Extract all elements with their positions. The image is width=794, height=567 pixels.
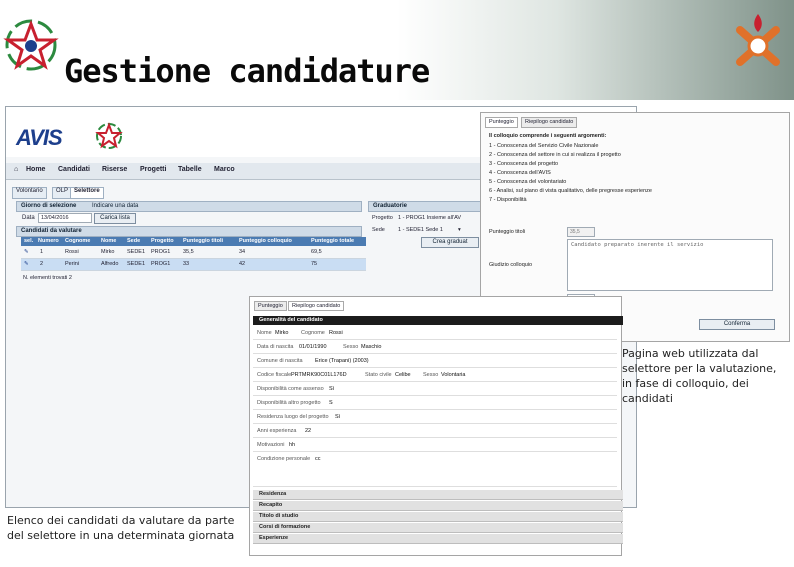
section-corsi-di-formazione[interactable]: Corsi di formazione [253,523,623,533]
field-row [253,396,617,410]
field-label: Condizione personale [257,456,311,462]
table-row[interactable] [21,247,366,259]
field-row [253,438,617,452]
col-punteggio-totale[interactable]: Punteggio totale [311,238,355,244]
list-item: 6 - Analisi, sul piano di vista qualitativo, delle pregresse esperienze [489,188,652,194]
edit-icon[interactable]: ✎ [24,249,29,255]
data-label: Data [22,215,35,221]
avis-logo: AVIS [16,125,62,150]
tab-punteggio[interactable]: Punteggio [485,117,518,128]
cell-punteggio-totale: 75 [311,261,318,267]
col-punteggio-titoli[interactable]: Punteggio titoli [183,238,224,244]
giudizio-value: Candidato preparato inerente il servizio [571,242,704,248]
field-label: Sesso [423,372,439,378]
field-value: 01/01/1990 [299,344,327,350]
generalita-header: Generalità del candidato [253,316,623,325]
emblem-logo [734,10,782,68]
progetto-select[interactable]: 1 - PROG1 Insieme all'AV [398,215,461,221]
tab-punteggio[interactable]: Punteggio [254,301,287,311]
caption-left: Elenco dei candidati da valutare da parte del selettore in una determinata giornata [7,514,235,542]
field-row [253,424,617,438]
field-row [253,340,617,354]
tab-olp[interactable]: OLP [52,187,72,199]
tab-riepilogo-candidato[interactable]: Riepilogo candidato [521,117,577,128]
field-value: Mirko [275,330,289,336]
field-label: Comune di nascita [257,358,303,364]
cell-nome: Mirko [101,249,115,255]
crea-graduatoria-button[interactable]: Crea graduat [421,237,479,248]
col-nome[interactable]: Nome [101,238,117,244]
cell-sede: SEDE1 [127,249,146,255]
giudizio-label: Giudizio colloquio [489,262,533,268]
sede-select[interactable]: 1 - SEDE1 Sede 1 [398,227,443,233]
giorno-header-label: Giorno di selezione [21,203,77,209]
section-recapito[interactable]: Recapito [253,501,623,511]
cell-sede: SEDE1 [127,261,146,267]
field-label: Stato civile [365,372,392,378]
candidati-panel-header: Candidati da valutare [16,226,362,237]
field-label: Disponibilità come assenso [257,386,324,392]
col-sel[interactable]: sel. [24,238,34,244]
field-label: Cognome [301,330,325,336]
field-value: Sì [335,414,341,420]
nav-candidati[interactable]: Candidati [58,166,90,173]
field-value: 22 [305,428,312,434]
field-row [253,410,617,424]
progetto-label: Progetto [372,215,393,221]
cell-cognome: Rossi [65,249,79,255]
field-label: Disponibilità altro progetto [257,400,321,406]
giorno-panel-header [16,201,362,212]
giorno-hint: Indicare una data [92,203,139,209]
field-row [253,382,617,396]
field-value: Volontaria [441,372,466,378]
page-title: Gestione candidature [64,52,430,90]
list-item: 2 - Conoscenza del settore in cui si realizza il progetto [489,152,621,158]
tab-riepilogo-candidato[interactable]: Riepilogo candidato [288,301,344,311]
list-item: 5 - Conoscenza del volontariato [489,179,567,185]
chevron-down-icon[interactable]: ▾ [458,227,461,233]
field-label: Nome [257,330,272,336]
cell-nome: Alfredo [101,261,119,267]
field-value: PRTMRK90C01L176D [291,372,347,378]
cell-progetto: PROG1 [151,249,171,255]
cell-punteggio-titoli: 33 [183,261,190,267]
field-value: cc [315,456,321,462]
graduatorie-panel-header: Graduatorie [368,201,484,212]
list-item: 3 - Conoscenza del progetto [489,161,559,167]
field-value: Celibe [395,372,411,378]
carica-lista-button[interactable]: Carica lista [94,213,136,224]
cell-punteggio-colloquio: 34 [239,249,246,255]
list-item: 1 - Conoscenza del Servizio Civile Nazionale [489,143,599,149]
cell-numero: 1 [40,249,44,255]
cell-punteggio-titoli: 35,5 [183,249,194,255]
list-item: 7 - Disponibilità [489,197,527,203]
star-logo-icon [94,121,124,151]
field-label: Sesso [343,344,359,350]
field-label: Codice fiscale [257,372,292,378]
cell-cognome: Perini [65,261,80,267]
edit-icon[interactable]: ✎ [24,261,29,267]
conferma-button[interactable]: Conferma [699,319,775,330]
punteggio-titoli-field [567,227,595,237]
table-header [21,237,366,246]
col-cognome[interactable]: Cognome [65,238,91,244]
field-value: Erice (Trapani) (2003) [315,358,369,364]
cell-progetto: PROG1 [151,261,171,267]
field-value: Rossi [329,330,343,336]
data-input[interactable] [38,213,92,223]
punteggio-titoli-value: 35,5 [570,229,580,235]
nav-riserse[interactable]: Riserse [102,166,128,173]
colloquio-intro: Il colloquio comprende i seguenti argomenti: [489,133,607,139]
cell-numero: 2 [40,261,44,267]
field-row [253,326,617,340]
field-row [253,368,617,382]
tab-selettore[interactable]: Selettore [70,187,104,199]
col-progetto[interactable]: Progetto [151,238,174,244]
col-numero[interactable]: Numero [38,238,59,244]
field-value: hh [289,442,296,448]
nav-tabelle[interactable]: Tabelle [178,166,202,173]
cell-punteggio-colloquio: 42 [239,261,246,267]
field-label: Motivazioni [257,442,285,448]
field-label: Anni esperienza [257,428,297,434]
nav-marco[interactable]: Marco [214,166,235,173]
field-row [253,452,617,487]
nav-progetti[interactable]: Progetti [140,166,167,173]
table-footer: N. elementi trovati 2 [23,275,72,281]
section-residenza[interactable]: Residenza [253,490,623,500]
nav-home-icon[interactable]: ⌂ [14,166,19,173]
civil-service-star-logo [2,16,60,74]
section-titolo-di-studio[interactable]: Titolo di studio [253,512,623,522]
section-esperienze[interactable]: Esperienze [253,534,623,544]
list-item: 4 - Conoscenza dell'AVIS [489,170,551,176]
field-label: Residenza luogo del progetto [257,414,329,420]
sede-label: Sede [372,227,385,233]
caption-right: Pagina web utilizzata dal selettore per la valutazione, in fase di colloquio, dei candidati [622,347,777,405]
giudizio-textarea[interactable] [567,239,773,291]
field-value: S [329,400,333,406]
cell-punteggio-totale: 69,5 [311,249,322,255]
col-punteggio-colloquio[interactable]: Punteggio colloquio [239,238,292,244]
field-row [253,354,617,368]
punteggio-titoli-label: Punteggio titoli [489,229,526,235]
field-label: Data di nascita [257,344,294,350]
data-value: 13/04/2016 [41,215,69,221]
field-value: Maschio [361,344,382,350]
table-row-selected[interactable] [21,259,366,271]
nav-home[interactable]: Home [26,166,46,173]
tab-volontario[interactable]: Volontario [12,187,47,199]
candidate-summary-screenshot [249,296,622,556]
field-value: Sì [329,386,335,392]
col-sede[interactable]: Sede [127,238,141,244]
